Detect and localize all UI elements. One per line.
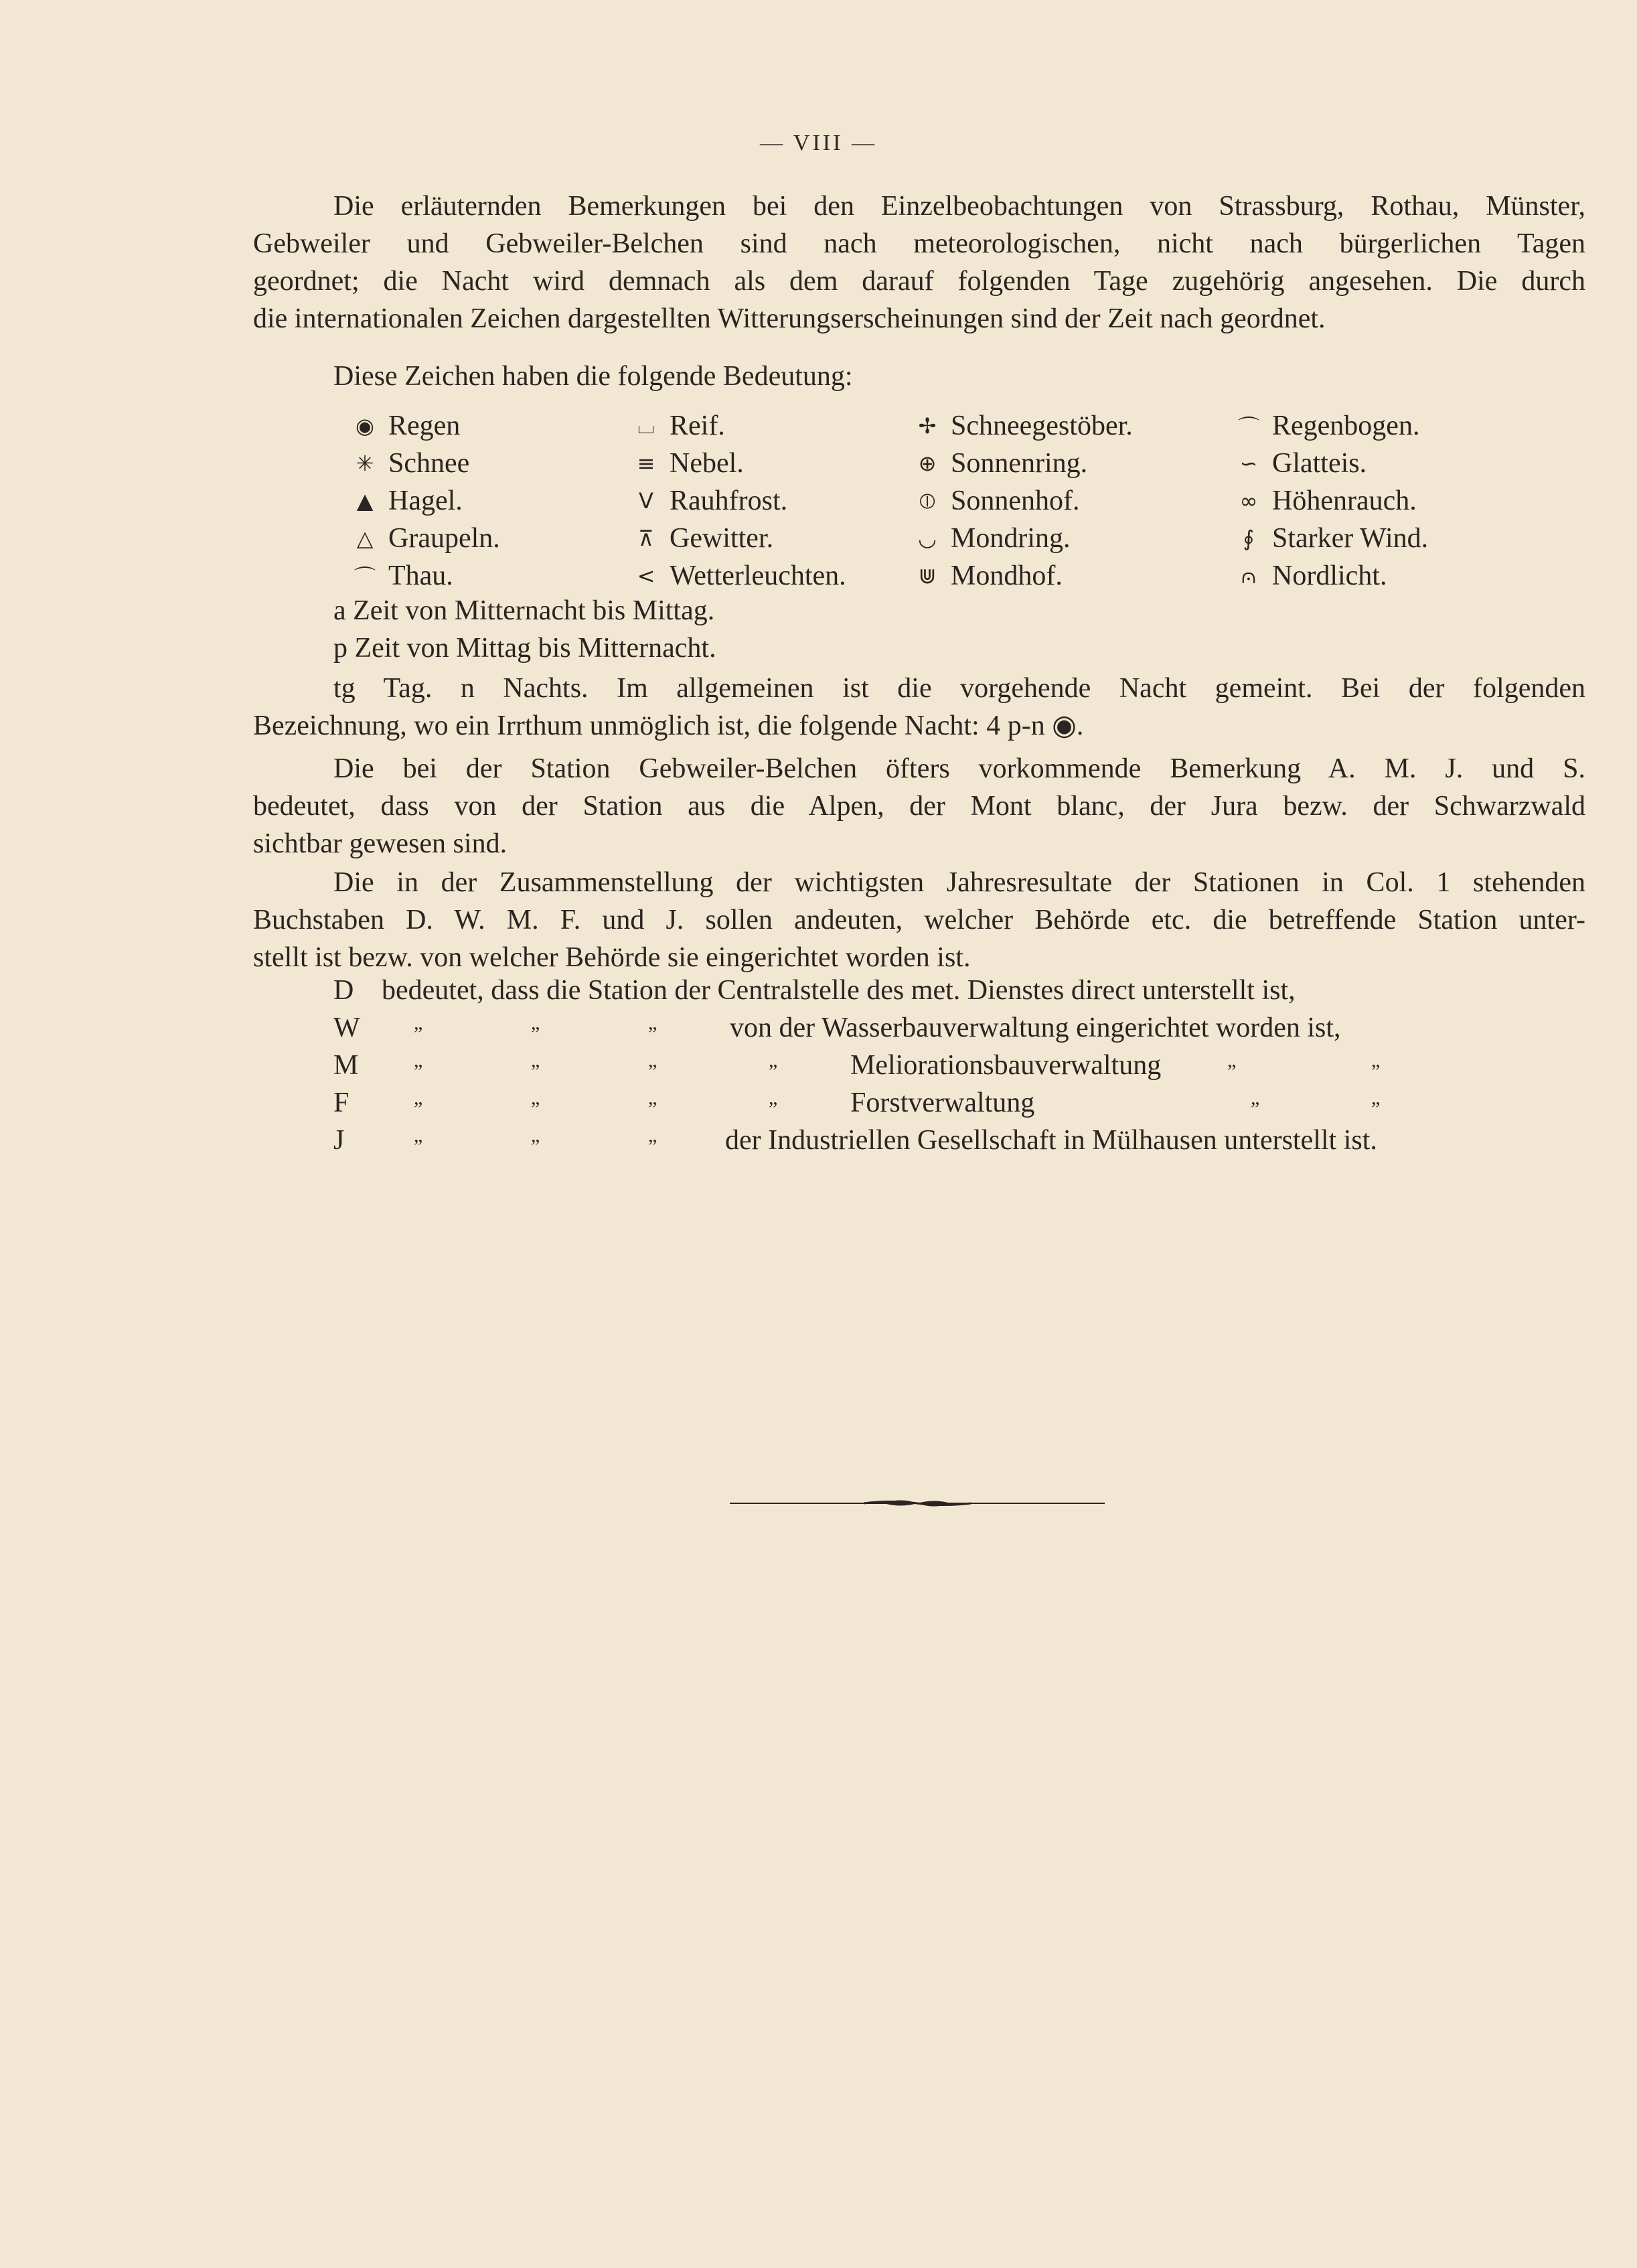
legend-item bbox=[629, 445, 846, 482]
text-line: stellt ist bezw. von welcher Behörde sie eingerichtet worden ist. bbox=[253, 942, 971, 973]
abbrev-tg bbox=[253, 670, 1585, 745]
legend-label: Glatteis. bbox=[1272, 448, 1367, 479]
nordlicht-icon: ⩀ bbox=[1241, 562, 1257, 589]
regen-icon: ◉ bbox=[356, 413, 374, 439]
thau-icon: ⌒ bbox=[354, 564, 376, 590]
text-line: tg Tag. n Nachts. Im allgemeinen ist die vorgehende Nacht gemeint. Bei der folgenden bbox=[333, 673, 1585, 704]
legend-column-2 bbox=[629, 407, 846, 595]
row-letter: W bbox=[333, 1012, 360, 1043]
legend-column-4 bbox=[1232, 407, 1428, 595]
row-letter: D bbox=[333, 975, 354, 1006]
legend-label: Hagel. bbox=[388, 485, 463, 516]
legend-label: Regenbogen. bbox=[1272, 410, 1420, 441]
legend-item bbox=[348, 557, 500, 595]
text-line: die internationalen Zeichen dargestellten Witterungserscheinungen sind der Zeit nach geordnet. bbox=[253, 303, 1326, 334]
table-row bbox=[333, 1087, 1539, 1124]
ditto-mark: „ bbox=[414, 1049, 423, 1071]
ditto-mark: „ bbox=[531, 1124, 540, 1146]
row-text: der Industriellen Gesellschaft in Mülhausen unterstellt ist. bbox=[725, 1125, 1377, 1156]
gewitter-icon: ⊼ bbox=[638, 526, 654, 551]
legend-label: Regen bbox=[388, 410, 461, 441]
legend-item bbox=[911, 557, 1133, 595]
legend-intro: Diese Zeichen haben die folgende Bedeutung: bbox=[333, 361, 853, 392]
sonnenhof-icon: ⦶ bbox=[919, 487, 935, 514]
schnee-icon: ✳ bbox=[356, 451, 374, 476]
hagel-icon: ▲ bbox=[356, 488, 374, 514]
legend-item bbox=[348, 482, 500, 520]
legend-label: Nordlicht. bbox=[1272, 560, 1387, 591]
table-row bbox=[333, 1012, 1539, 1049]
legend-item bbox=[911, 520, 1133, 557]
ditto-mark: „ bbox=[648, 1124, 657, 1146]
legend-item bbox=[1232, 520, 1428, 557]
ditto-mark: „ bbox=[1227, 1049, 1237, 1071]
legend-label: Graupeln. bbox=[388, 523, 500, 554]
legend-label: Höhenrauch. bbox=[1272, 485, 1417, 516]
starker-wind-icon: ∮ bbox=[1243, 526, 1255, 551]
ditto-mark: „ bbox=[414, 1087, 423, 1109]
hoehenrauch-icon: ∞ bbox=[1239, 488, 1258, 514]
legend-item bbox=[911, 482, 1133, 520]
ditto-mark: „ bbox=[414, 1124, 423, 1146]
ditto-mark: „ bbox=[1371, 1049, 1381, 1071]
legend-item bbox=[1232, 557, 1428, 595]
ditto-mark: „ bbox=[414, 1012, 423, 1034]
mondhof-icon: ⋓ bbox=[918, 563, 937, 589]
row-text: bedeutet, dass die Station der Centralstelle des met. Dienstes direct unterstellt ist, bbox=[382, 975, 1296, 1006]
ditto-mark: „ bbox=[648, 1012, 657, 1034]
row-letter: J bbox=[333, 1125, 345, 1156]
ditto-mark: „ bbox=[769, 1087, 778, 1109]
legend-item bbox=[1232, 482, 1428, 520]
ditto-mark: „ bbox=[531, 1049, 540, 1071]
text-line: sichtbar gewesen sind. bbox=[253, 828, 508, 859]
table-row bbox=[333, 1124, 1539, 1162]
legend-item bbox=[629, 520, 846, 557]
legend-item bbox=[348, 445, 500, 482]
sonnenring-icon: ⊕ bbox=[918, 451, 937, 476]
legend-item bbox=[911, 407, 1133, 445]
ornament-divider bbox=[730, 1493, 1105, 1513]
text-line: Die bei der Station Gebweiler-Belchen öfters vorkommende Bemerkung A. M. J. und S. bbox=[333, 753, 1585, 784]
legend-column-1 bbox=[348, 407, 500, 595]
legend-item bbox=[629, 482, 846, 520]
legend-item bbox=[629, 557, 846, 595]
wetterleuchten-icon: < bbox=[637, 563, 655, 589]
ditto-mark: „ bbox=[531, 1012, 540, 1034]
legend-label: Thau. bbox=[388, 560, 453, 591]
legend-label: Rauhfrost. bbox=[670, 485, 788, 516]
row-text: Forstverwaltung bbox=[850, 1087, 1035, 1118]
abbrev-p: p Zeit von Mittag bis Mitternacht. bbox=[333, 633, 716, 664]
legend-label: Mondhof. bbox=[951, 560, 1063, 591]
ditto-mark: „ bbox=[531, 1087, 540, 1109]
legend-column-3 bbox=[911, 407, 1133, 595]
row-letter: F bbox=[333, 1087, 349, 1118]
paragraph-behoerden bbox=[253, 864, 1585, 976]
ditto-mark: „ bbox=[769, 1049, 778, 1071]
legend-label: Starker Wind. bbox=[1272, 523, 1429, 554]
page-number: — VIII — bbox=[760, 131, 877, 155]
legend-item bbox=[1232, 445, 1428, 482]
legend-label: Schneegestöber. bbox=[951, 410, 1133, 441]
text-line: Die in der Zusammenstellung der wichtigsten Jahresresultate der Stationen in Col. 1 stehenden bbox=[333, 867, 1585, 898]
row-text: von der Wasserbauverwaltung eingerichtet worden ist, bbox=[730, 1012, 1341, 1043]
glatteis-icon: ∽ bbox=[1239, 451, 1258, 476]
paragraph-belchen bbox=[253, 750, 1585, 862]
schneegestoeber-icon: ✢ bbox=[918, 413, 937, 439]
graupeln-icon: △ bbox=[356, 526, 374, 551]
regenbogen-icon: ⌒ bbox=[1237, 414, 1259, 440]
text-line: Gebweiler und Gebweiler-Belchen sind nach meteorologischen, nicht nach bürgerlichen Tagen bbox=[253, 228, 1585, 259]
table-row bbox=[333, 1049, 1539, 1087]
text-line: Buchstaben D. W. M. F. und J. sollen andeuten, welcher Behörde etc. die betreffende Station unter- bbox=[253, 905, 1585, 935]
abbrev-a: a Zeit von Mitternacht bis Mittag. bbox=[333, 595, 715, 626]
nebel-icon: ≡ bbox=[637, 451, 655, 476]
legend-label: Reif. bbox=[670, 410, 725, 441]
table-row bbox=[333, 974, 1539, 1012]
reif-icon: ⌴ bbox=[637, 412, 655, 439]
ditto-mark: „ bbox=[1251, 1087, 1260, 1109]
ditto-mark: „ bbox=[648, 1087, 657, 1109]
row-letter: M bbox=[333, 1050, 359, 1081]
legend-label: Wetterleuchten. bbox=[670, 560, 846, 591]
legend-item bbox=[348, 407, 500, 445]
legend-item bbox=[629, 407, 846, 445]
legend-label: Gewitter. bbox=[670, 523, 774, 554]
text-line: Die erläuternden Bemerkungen bei den Einzelbeobachtungen von Strassburg, Rothau, Münster, bbox=[333, 191, 1585, 222]
legend-item bbox=[348, 520, 500, 557]
text-line: Bezeichnung, wo ein Irrthum unmöglich ist, die folgende Nacht: 4 p-n ◉. bbox=[253, 710, 1084, 741]
legend-label: Mondring. bbox=[951, 523, 1071, 554]
legend-item bbox=[911, 445, 1133, 482]
legend-label: Sonnenring. bbox=[951, 448, 1088, 479]
ditto-mark: „ bbox=[648, 1049, 657, 1071]
mondring-icon: ◡ bbox=[918, 526, 937, 551]
row-text: Meliorationsbauverwaltung bbox=[850, 1050, 1162, 1081]
text-line: geordnet; die Nacht wird demnach als dem darauf folgenden Tage zugehörig angesehen. Die durch bbox=[253, 266, 1585, 297]
text-line: bedeutet, dass von der Station aus die Alpen, der Mont blanc, der Jura bezw. der Schwarzwald bbox=[253, 791, 1585, 822]
legend-item bbox=[1232, 407, 1428, 445]
legend-label: Sonnenhof. bbox=[951, 485, 1080, 516]
ditto-mark: „ bbox=[1371, 1087, 1381, 1109]
rauhfrost-icon: V bbox=[639, 488, 653, 514]
legend-label: Schnee bbox=[388, 448, 470, 479]
legend-label: Nebel. bbox=[670, 448, 744, 479]
paragraph-intro bbox=[253, 187, 1585, 337]
